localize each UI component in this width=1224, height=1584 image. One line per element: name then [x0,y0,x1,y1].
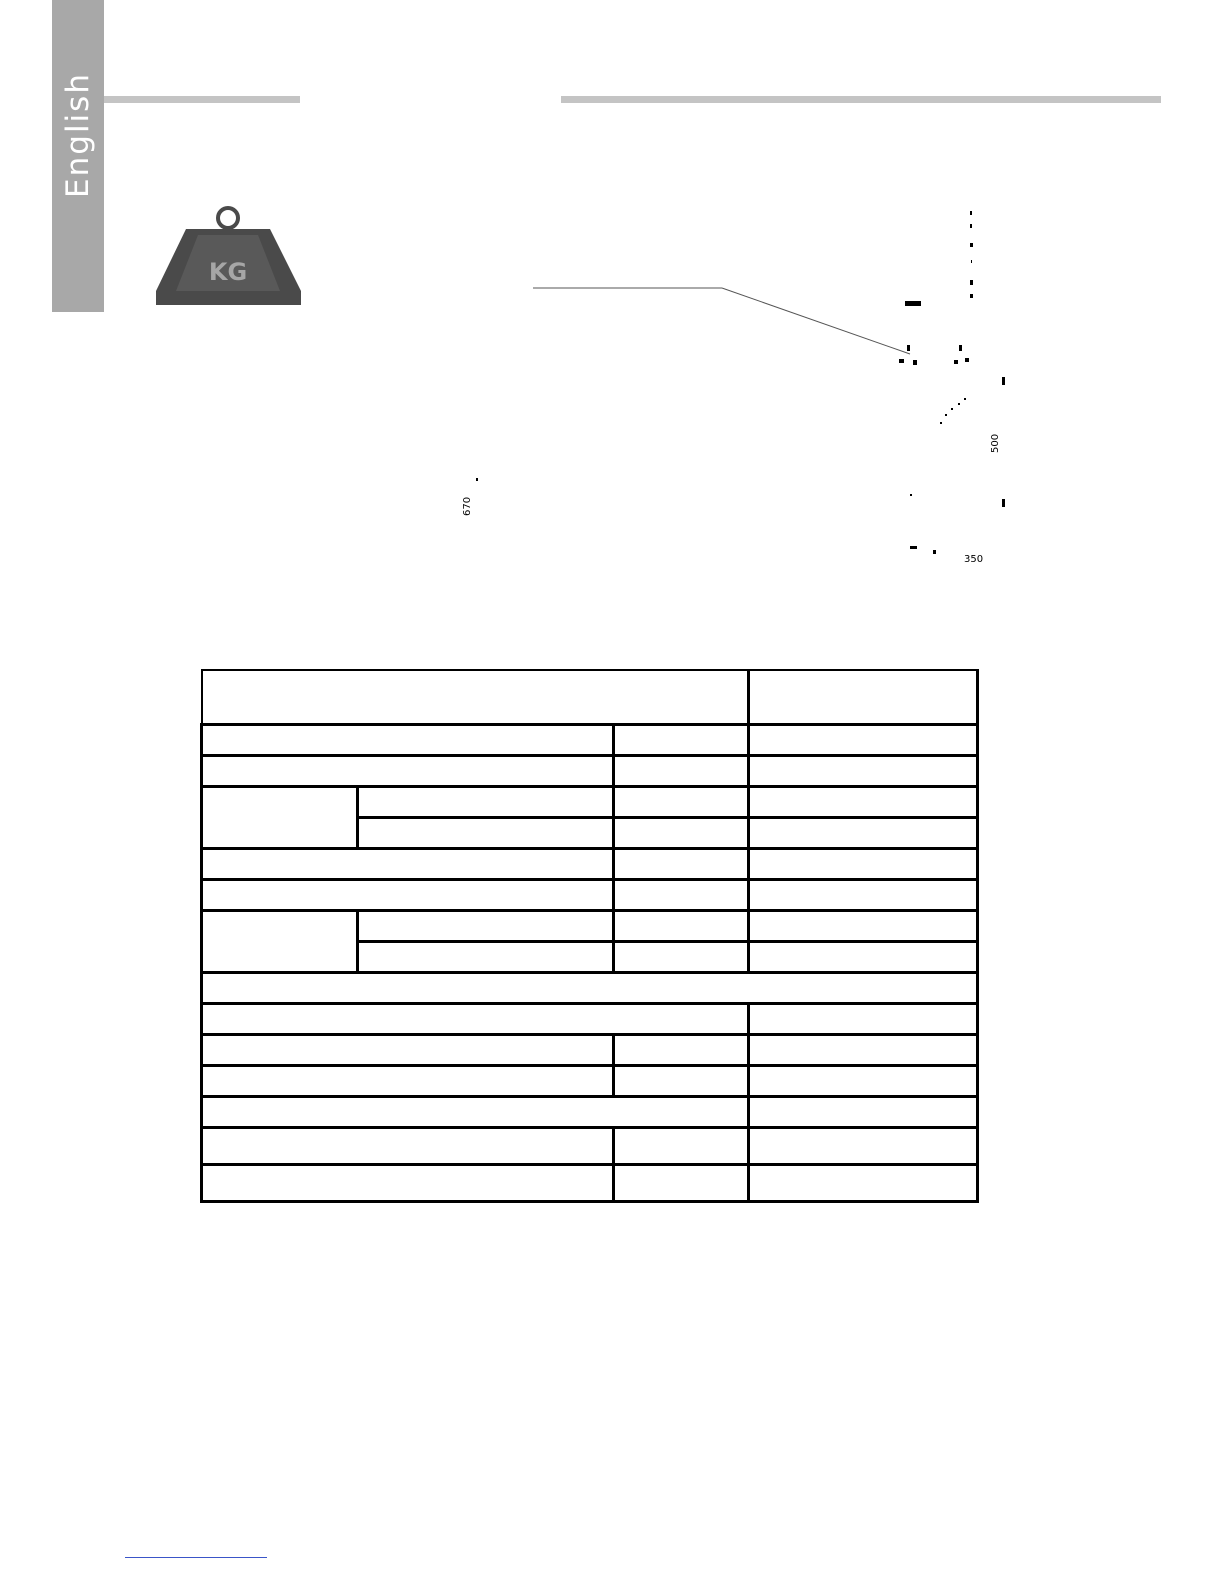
table-cell [614,849,749,880]
table-row [202,880,978,911]
table-cell [614,756,749,787]
table-cell [614,1165,749,1202]
table-row [202,1004,978,1035]
header-rule-right [561,96,1161,103]
specification-table [200,669,979,1203]
table-row [202,787,978,818]
weight-kg-label: KG [208,258,248,286]
table-cell [749,880,978,911]
table-row [202,756,978,787]
table-cell [749,942,978,973]
header-rule-left [104,96,300,103]
table-cell [614,880,749,911]
table-cell [202,849,614,880]
table-cell [614,911,749,942]
table-row [202,1097,978,1128]
language-label: English [60,72,96,198]
table-cell [614,1128,749,1165]
table-cell [749,818,978,849]
table-cell [202,880,614,911]
table-cell [614,942,749,973]
table-cell [202,787,358,849]
table-cell [614,1066,749,1097]
table-row [202,1035,978,1066]
table-cell [202,1097,749,1128]
table-cell [749,787,978,818]
table-cell [749,1004,978,1035]
dimension-350: 350 [964,554,984,565]
table-cell [749,725,978,756]
table-cell [358,818,614,849]
table-row [202,1066,978,1097]
table-cell [202,911,358,973]
table-cell [749,1128,978,1165]
weight-kg-icon [156,205,301,305]
table-cell [749,1097,978,1128]
table-cell [614,787,749,818]
table-row [202,1165,978,1202]
table-cell [749,1066,978,1097]
table-cell [202,1066,614,1097]
table-cell [614,725,749,756]
table-row [202,670,978,725]
table-row [202,849,978,880]
table-cell [749,1165,978,1202]
table-cell [202,1035,614,1066]
table-cell [614,818,749,849]
table-cell [358,787,614,818]
dimension-drawing [440,200,1040,580]
table-cell [202,1128,614,1165]
dimension-500: 500 [990,433,1001,453]
table-row [202,911,978,942]
table-cell [202,725,614,756]
table-row [202,725,978,756]
table-cell [358,942,614,973]
table-cell [749,911,978,942]
table-cell [358,911,614,942]
dimension-670: 670 [462,496,473,516]
table-cell [749,1035,978,1066]
table-row [202,1128,978,1165]
table-cell [202,973,978,1004]
language-tab [52,0,104,312]
table-cell [749,849,978,880]
footer-link-underline[interactable] [125,1557,267,1558]
table-row [202,973,978,1004]
table-cell [202,1004,749,1035]
table-cell [749,756,978,787]
table-cell [202,1165,614,1202]
table-cell [749,670,978,725]
table-cell [614,1035,749,1066]
table-cell [202,670,749,725]
table-cell [202,756,614,787]
